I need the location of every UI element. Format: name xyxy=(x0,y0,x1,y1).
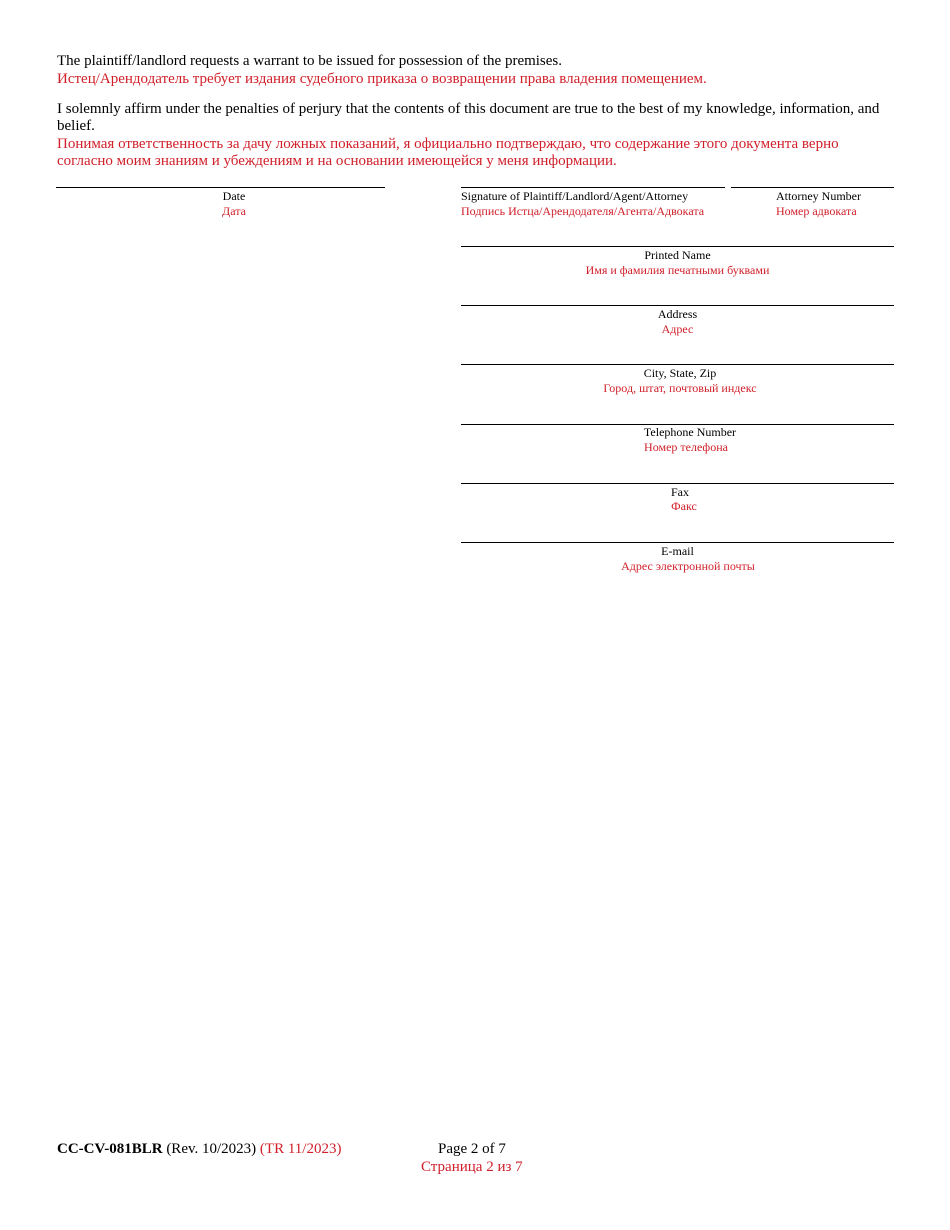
form-identifier xyxy=(57,1141,341,1158)
address-label-ru: Адрес xyxy=(661,322,694,336)
email-line[interactable] xyxy=(461,542,894,543)
signature-line[interactable] xyxy=(461,187,725,188)
attorney-number-line[interactable] xyxy=(731,187,894,188)
translation-revision: (TR 11/2023) xyxy=(259,1141,342,1157)
fax-line[interactable] xyxy=(461,483,894,484)
email-label-ru: Адрес электронной почты xyxy=(621,559,755,573)
attorney-number-label: Attorney Number xyxy=(776,189,861,203)
form-revision: (Rev. 10/2023) xyxy=(166,1141,257,1157)
telephone-label-ru: Номер телефона xyxy=(644,440,728,454)
city-state-zip-label-ru: Город, штат, почтовый индекс xyxy=(603,381,757,395)
date-label-ru: Дата xyxy=(222,204,246,218)
warrant-request-en: The plaintiff/landlord requests a warrant to be issued for possession of the premises. xyxy=(57,53,563,69)
attorney-number-label-ru: Номер адвоката xyxy=(776,204,857,218)
signature-label-ru: Подпись Истца/Арендодателя/Агента/Адвоката xyxy=(461,204,705,218)
fax-label-ru: Факс xyxy=(671,499,697,513)
warrant-request-ru: Истец/Арендодатель требует издания судебного приказа о возвращении права владения помещением. xyxy=(57,71,707,87)
city-state-zip-line[interactable] xyxy=(461,364,894,365)
printed-name-line[interactable] xyxy=(461,246,894,247)
printed-name-label-ru: Имя и фамилия печатными буквами xyxy=(585,263,770,277)
form-id: CC-CV-081BLR xyxy=(57,1141,163,1157)
email-label: E-mail xyxy=(661,544,694,558)
printed-name-label: Printed Name xyxy=(644,248,711,262)
fax-label: Fax xyxy=(671,485,689,499)
signature-label: Signature of Plaintiff/Landlord/Agent/Attorney xyxy=(461,189,689,203)
address-label: Address xyxy=(657,307,698,321)
page-number: Page 2 of 7 xyxy=(438,1141,506,1157)
date-label: Date xyxy=(222,189,246,203)
perjury-affirmation-ru: Понимая ответственность за дачу ложных показаний, я официально подтверждаю, что содержание этого документа верно согласно моим знаниям и убеждениям и на основании имеющейся у меня информации. xyxy=(57,136,839,169)
telephone-label: Telephone Number xyxy=(643,425,737,439)
date-signature-line[interactable] xyxy=(56,187,385,188)
page-number-ru: Страница 2 из 7 xyxy=(421,1159,523,1175)
perjury-affirmation-en: I solemnly affirm under the penalties of perjury that the contents of this document are true to the best of my knowledge, information, and belief. xyxy=(57,101,880,134)
city-state-zip-label: City, State, Zip xyxy=(643,366,717,380)
address-line[interactable] xyxy=(461,305,894,306)
